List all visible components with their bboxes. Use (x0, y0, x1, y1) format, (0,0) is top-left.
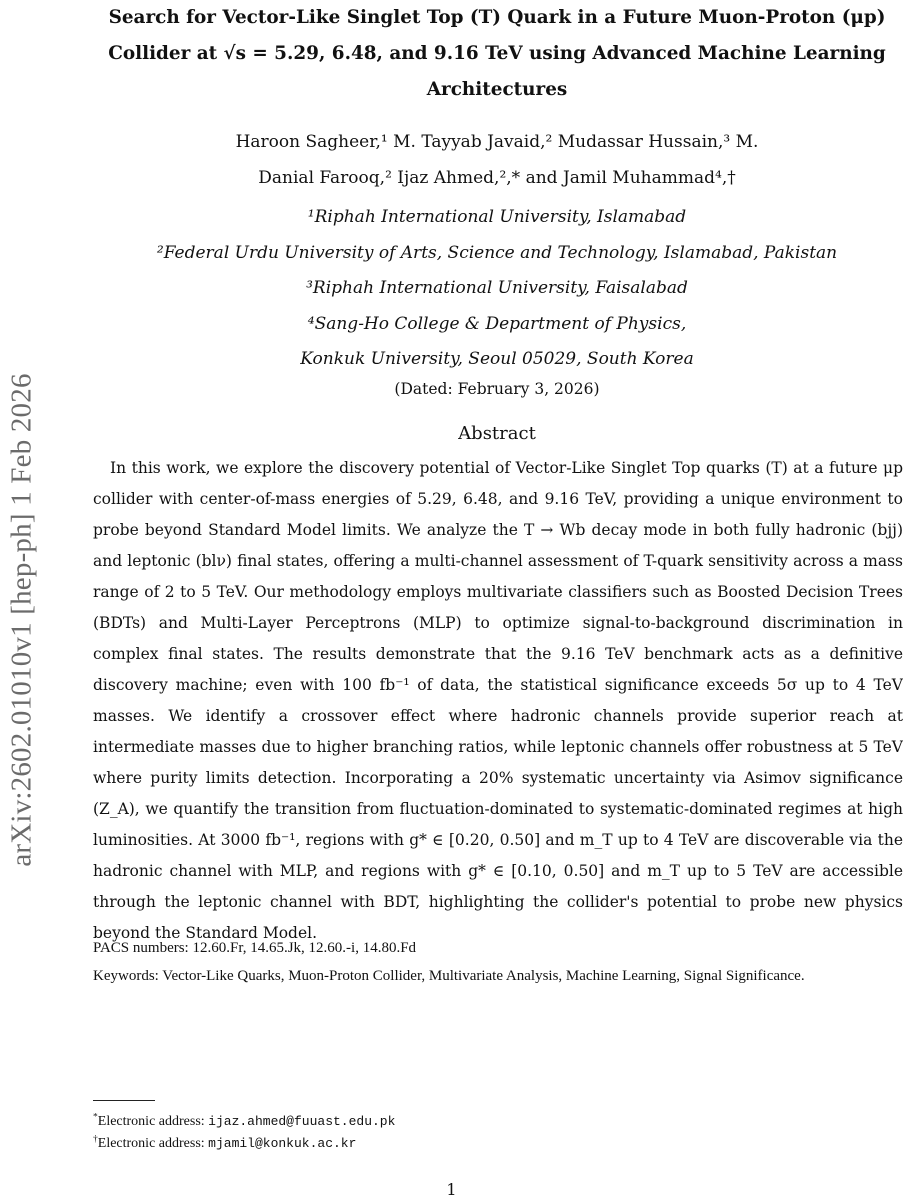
affiliation-4b: Konkuk University, Seoul 05029, South Korea (300, 349, 694, 369)
keywords: Keywords: Vector-Like Quarks, Muon-Proton Collider, Multivariate Analysis, Machine Learning, Signal Significance. (93, 968, 805, 984)
affiliation-4a: ⁴Sang-Ho College & Department of Physics, (307, 313, 687, 334)
abstract-body: In this work, we explore the discovery potential of Vector-Like Singlet Top quarks (T) at a future μp collider with center-of-mass energies of 5.29, 6.48, and 9.16 TeV, providing a unique environment to probe beyond Standard Model limits. We analyze the T → Wb decay mode in both fully hadronic (bjj) and leptonic (blν) final states, offering a multi-channel assessment of T-quark sensitivity across a mass range of 2 to 5 TeV. Our methodology employs multivariate classifiers such as Boosted Decision Trees (BDTs) and Multi-Layer Perceptrons (MLP) to optimize signal-to-background discrimination in complex final states. The results demonstrate that the 9.16 TeV benchmark acts as a definitive discovery machine; even with 100 fb⁻¹ of data, the statistical significance exceeds 5σ up to 4 TeV masses. We identify a crossover effect where hadronic channels provide superior reach at intermediate masses due to higher branching ratios, while leptonic channels offer robustness at 5 TeV where purity limits detection. Incorporating a 20% systematic uncertainty via Asimov significance (Z_A), we quantify the transition from fluctuation-dominated to systematic-dominated regimes at high luminosities. At 3000 fb⁻¹, regions with g* ∈ [0.20, 0.50] and m_T up to 4 TeV are discoverable via the hadronic channel with MLP, and regions with g* ∈ [0.10, 0.50] and m_T up to 5 TeV are accessible through the leptonic channel with BDT, highlighting the collider's potential to probe new physics beyond the Standard Model. (93, 459, 903, 942)
title-line-3: Architectures (426, 79, 568, 100)
footnote-2-label: Electronic address: (97, 1136, 209, 1151)
page-number: 1 (446, 1180, 457, 1199)
affiliation-1: ¹Riphah International University, Islamabad (307, 207, 687, 227)
arxiv-identifier: arXiv:2602.01010v1 [hep-ph] 1 Feb 2026 (5, 373, 38, 867)
footnote-1-label: Electronic address: (97, 1114, 209, 1129)
footnote-divider (93, 1100, 155, 1101)
author-line-1: Haroon Sagheer,¹ M. Tayyab Javaid,² Mudassar Hussain,³ M. (235, 132, 759, 152)
affiliation-3: ³Riphah International University, Faisalabad (306, 278, 688, 298)
footnote-2 (93, 1134, 893, 1154)
footnote-1 (93, 1112, 893, 1132)
footnote-1-email[interactable]: ijaz.ahmed@fuuast.edu.pk (208, 1114, 396, 1129)
author-list (92, 124, 902, 196)
arxiv-sidebar-stamp (0, 300, 44, 940)
title-line-2: Collider at √s = 5.29, 6.48, and 9.16 TeV using Advanced Machine Learning (108, 43, 886, 64)
date-line: (Dated: February 3, 2026) (394, 380, 600, 398)
author-line-2: Danial Farooq,² Ijaz Ahmed,²,* and Jamil Muhammad⁴,† (258, 168, 736, 188)
footnote-2-email[interactable]: mjamil@konkuk.ac.kr (208, 1136, 357, 1151)
paper-title (92, 0, 902, 108)
footnote-1-mark: * (93, 1112, 98, 1123)
pacs-numbers: PACS numbers: 12.60.Fr, 14.65.Jk, 12.60.-i, 14.80.Fd (93, 940, 417, 956)
affiliation-2: ²Federal Urdu University of Arts, Science and Technology, Islamabad, Pakistan (156, 242, 838, 263)
title-line-1: Search for Vector-Like Singlet Top (T) Quark in a Future Muon-Proton (μp) (108, 7, 886, 28)
affiliations (92, 200, 902, 378)
footnote-2-mark: † (93, 1134, 98, 1145)
abstract-heading: Abstract (458, 423, 536, 444)
